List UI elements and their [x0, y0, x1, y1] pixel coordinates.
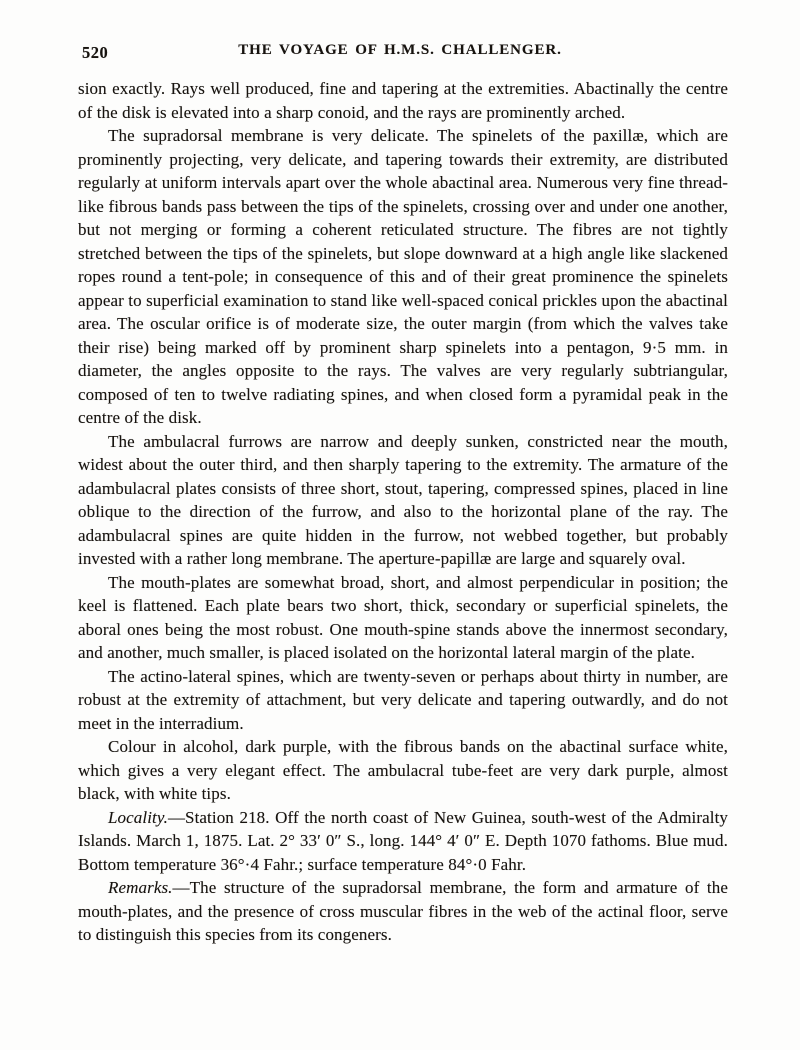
paragraph-2-text: The supradorsal membrane is very delicate. The spinelets of the paxillæ, which are prominently projecting, very delicate, and tapering towards their extremity, are distributed regularly at uniform intervals apart over the whole abactinal area. Numerous very fine thread-like fibrous bands pass between the tips of the spinelets, crossing over and under one another, but not merging or forming a coherent reticulated structure. The fibres are not tightly stretched between the tips of the spinelets, but slope downward at a high angle like slackened ropes round a tent-pole; in consequence of this and of their great prominence the spinelets appear to superficial examination to stand like well-spaced conical prickles upon the abactinal area. The oscular orifice is of moderate size, the outer margin (from which the valves take their rise) being marked off by prominent sharp spinelets into a pentagon, 9·5 mm. in diameter, the angles opposite to the rays. The valves are very regularly subtriangular, composed of ten to twelve radiating spines, and when closed form a pyramidal peak in the centre of the disk. [78, 126, 728, 427]
text-block [78, 77, 728, 947]
paragraph-5-text: The actino-lateral spines, which are twenty-seven or perhaps about thirty in number, are robust at the extremity of attachment, but very delicate and tapering outwardly, and do not meet in the interradium. [78, 666, 728, 733]
paragraph-3 [78, 430, 728, 571]
page-header [0, 42, 800, 62]
paragraph-1 [78, 77, 728, 124]
paragraph-5 [78, 665, 728, 736]
paragraph-1-text: sion exactly. Rays well produced, fine and tapering at the extremities. Abactinally the centre of the disk is elevated into a sharp conoid, and the rays are prominently arched. [78, 79, 728, 122]
paragraph-6 [78, 735, 728, 806]
paragraph-locality-text: —Station 218. Off the north coast of New Guinea, south-west of the Admiralty Islands. March 1, 1875. Lat. 2° 33′ 0″ S., long. 144° 4′ 0″ E. Depth 1070 fathoms. Blue mud. Bottom temperature 36°·4 Fahr.; surface temperature 84°·0 Fahr. [78, 807, 728, 874]
paragraph-remarks [78, 876, 728, 947]
paragraph-3-text: The ambulacral furrows are narrow and deeply sunken, constricted near the mouth, widest about the outer third, and then sharply tapering to the extremity. The armature of the adambulacral plates consists of three short, stout, tapering, compressed spines, placed in line oblique to the direction of the furrow, and also to the horizontal plane of the ray. The adambulacral spines are quite hidden in the furrow, not webbed together, but probably invested with a rather long membrane. The aperture-papillæ are large and squarely oval. [78, 431, 728, 568]
page-number: 520 [82, 43, 109, 62]
paragraph-locality-lead: Locality. [108, 807, 168, 827]
paragraph-6-text: Colour in alcohol, dark purple, with the fibrous bands on the abactinal surface white, which gives a very elegant effect. The ambulacral tube-feet are very dark purple, almost black, with white tips. [78, 737, 728, 803]
paragraph-4-text: The mouth-plates are somewhat broad, short, and almost perpendicular in position; the keel is flattened. Each plate bears two short, thick, secondary or superficial spinelets, the aboral ones being the most robust. One mouth-spine stands above the innermost secondary, and another, much smaller, is placed isolated on the horizontal lateral margin of the plate. [78, 572, 728, 662]
paragraph-2 [78, 124, 728, 430]
paragraph-4 [78, 571, 728, 665]
paragraph-remarks-text: —The structure of the supradorsal membrane, the form and armature of the mouth-plates, and the presence of cross muscular fibres in the web of the actinal floor, serve to distinguish this species from its congeners. [78, 878, 728, 944]
paragraph-remarks-lead: Remarks. [108, 878, 173, 897]
paragraph-locality [78, 806, 728, 877]
running-title: THE VOYAGE OF H.M.S. CHALLENGER. [238, 42, 562, 58]
